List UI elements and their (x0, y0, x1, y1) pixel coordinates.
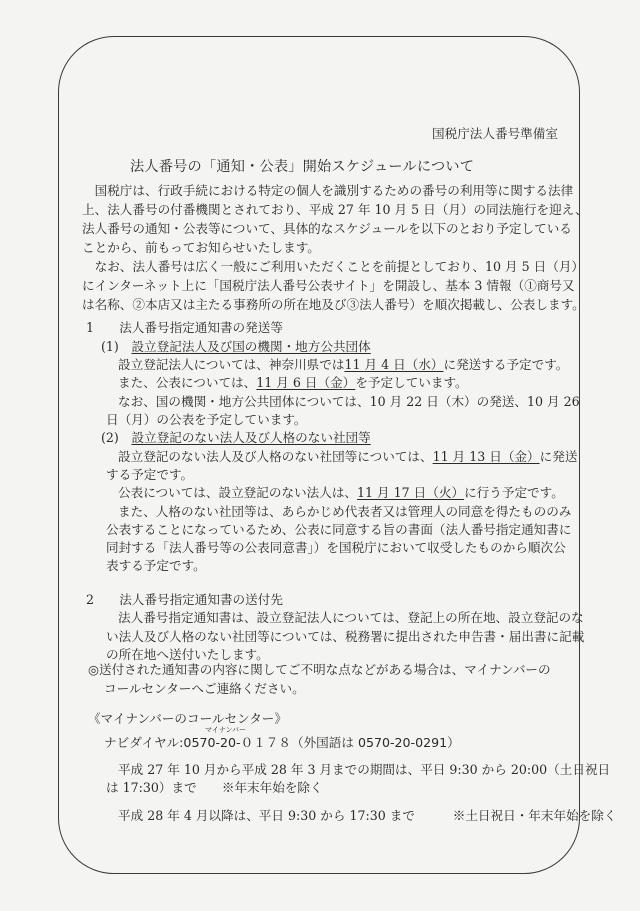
hours-line: 平成 27 年 10 月から平成 28 年 3 月までの期間は、平日 9:30 から 20:00（土日祝日 (118, 762, 611, 777)
subsection-2-heading (101, 428, 371, 447)
section-2-heading: 2 法人番号指定通知書の送付先 (86, 592, 283, 607)
dial-prefix: ナビダイヤル:0570-20- (104, 735, 241, 750)
ruby-annotation: マイナンバー (205, 726, 247, 734)
contact-note: ◎送付された通知書の内容に関してご不明な点などがある場合は、マイナンバーの (88, 662, 551, 677)
hours-line: 平成 28 年 4 月以降は、平日 9:30 から 17:30 まで ※土日祝日・年末年始を除く (118, 808, 617, 823)
sub1-line: 日（月）の公表を予定しています。 (106, 412, 307, 427)
intro-line: 法人番号の通知・公表等について、具体的なスケジュールを以下のとおり予定している (82, 221, 572, 236)
subsection-title: 設立登記のない法人及び人格のない社団等 (131, 430, 371, 445)
page-title: 法人番号の「通知・公表」開始スケジュールについて (130, 159, 475, 175)
intro-line: 国税庁は、行政手続における特定の個人を識別するための番号の利用等に関する法律 (82, 183, 574, 198)
dial-number: ０１７８ (240, 735, 291, 750)
sub2-line: する予定です。 (106, 467, 194, 482)
sub2-line: 同封する「法人番号等の公表同意書」）を国税庁において収受したものから順次公 (106, 540, 566, 555)
sub2-line: 公表については、設立登記のない法人は、11 月 17 日（火）に行う予定です。 (118, 485, 564, 500)
call-center-label: 《マイナンバーのコールセンター》 (88, 711, 287, 726)
subsection-label: (1) (101, 339, 119, 354)
section-2-line: い法人及び人格のない社団等については、税務署に提出された申告書・届出書に記載 (106, 629, 585, 644)
contact-note: コールセンターへご連絡ください。 (104, 681, 305, 696)
sub1-line: また、公表については、11 月 6 日（金）を予定しています。 (118, 375, 468, 390)
send-date: 11 月 13 日（金） (432, 449, 540, 464)
send-date: 11 月 4 日（水） (344, 357, 444, 372)
sub1-line: 設立登記法人については、神奈川県では11 月 4 日（水）に発送する予定です。 (118, 357, 569, 372)
subsection-title: 設立登記法人及び国の機関・地方公共団体 (131, 339, 371, 354)
intro-line: にインターネット上に「国税庁法人番号公表サイト」を開設し、基本 3 情報（①商号又 (82, 278, 575, 293)
hours-line: は 17:30）まで ※年末年始を除く (106, 780, 323, 795)
subsection-1-heading (101, 337, 371, 356)
intro-line: は名称、②本店又は主たる事務所の所在地及び③法人番号）を順次掲載し、公表します。 (82, 297, 585, 312)
publish-date: 11 月 6 日（金） (256, 375, 356, 390)
intro-line: なお、法人番号は広く一般にご利用いただくことを前提としており、10 月 5 日（月） (82, 259, 585, 274)
section-2-line: 法人番号指定通知書は、設立登記法人については、登記上の所在地、設立登記のな (118, 610, 584, 625)
section-2-line: の所在地へ送付いたします。 (106, 647, 269, 662)
publish-date: 11 月 17 日（火） (357, 485, 465, 500)
dial-foreign: （外国語は 0570-20-0291） (290, 735, 460, 750)
subsection-label: (2) (101, 430, 119, 445)
intro-paragraph (82, 181, 588, 314)
intro-line: 上、法人番号の付番機関とされており、平成 27 年 10 月 5 日（月）の同法施行を迎え、 (82, 202, 588, 217)
organization-name: 国税庁法人番号準備室 (432, 126, 558, 141)
section-1-heading: 1 法人番号指定通知書の発送等 (86, 320, 283, 335)
intro-line: ことから、前もってお知らせいたします。 (82, 240, 320, 255)
sub1-line: なお、国の機関・地方公共団体については、10 月 22 日（木）の発送、10 月 26 (118, 394, 580, 409)
sub2-line: 設立登記のない法人及び人格のない社団等については、11 月 13 日（金）に発送 (118, 449, 578, 464)
sub2-line: 表する予定です。 (106, 558, 206, 573)
navi-dial (104, 733, 460, 752)
sub2-line: また、人格のない社団等は、あらかじめ代表者又は管理人の同意を得たもののみ (118, 504, 572, 519)
sub2-line: 公表することになっているため、公表に同意する旨の書面（法人番号指定通知書に (106, 522, 572, 537)
